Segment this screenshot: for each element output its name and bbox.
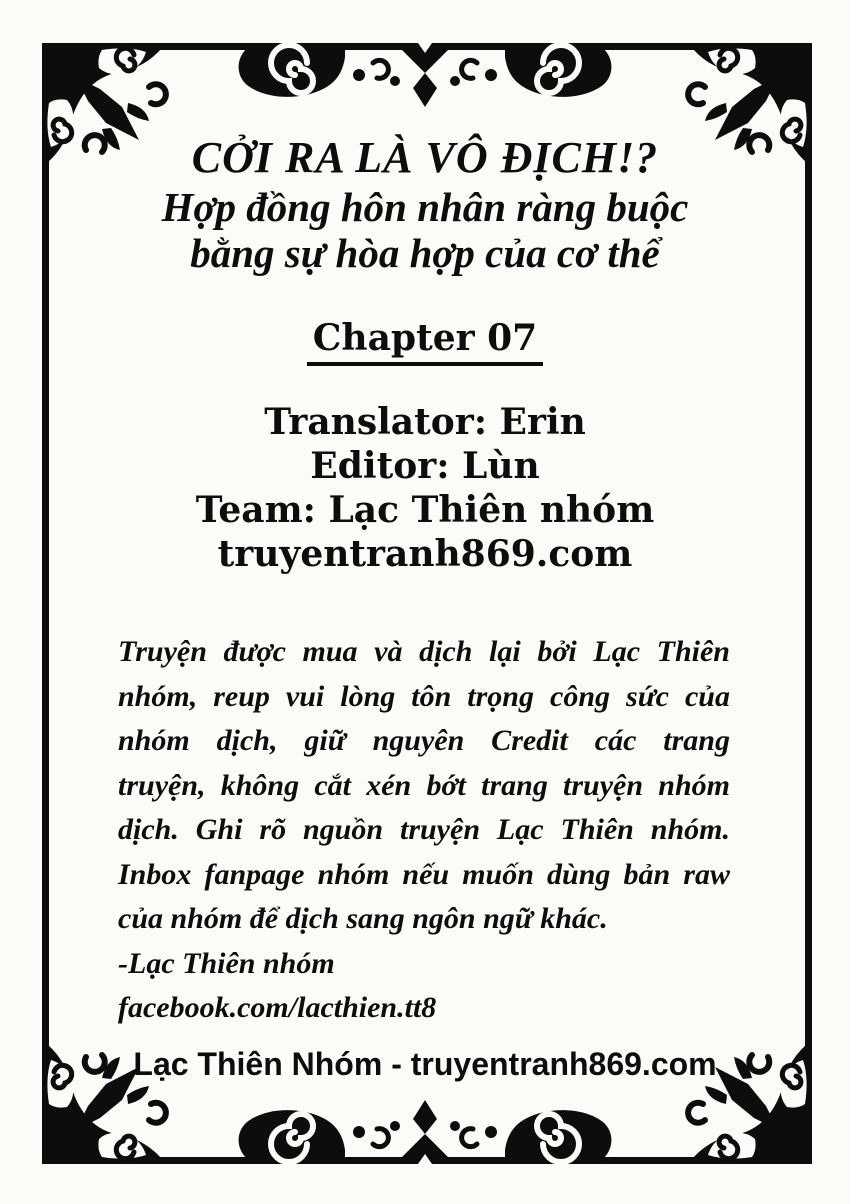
chapter-heading-wrap bbox=[0, 316, 850, 368]
notice-line: truyện, không cắt xén bớt trang truyện nhóm bbox=[118, 768, 730, 802]
series-subtitle-line2: bằng sự hòa hợp của cơ thể bbox=[190, 230, 660, 276]
notice-line: nhóm dịch, giữ nguyên Credit các trang bbox=[118, 724, 730, 757]
credit-translator: Translator: Erin bbox=[264, 401, 586, 443]
notice-line: Truyện được mua và dịch lại bởi Lạc Thiên bbox=[118, 635, 730, 668]
scroll-divider-icon bbox=[235, 1090, 615, 1164]
notice-line: nhóm, reup vui lòng tôn trọng công sức của bbox=[118, 679, 730, 713]
footer-banner: Lạc Thiên Nhóm - truyentranh869.com bbox=[133, 1045, 717, 1082]
notice-line: của nhóm để dịch sang ngôn ngữ khác. bbox=[118, 902, 608, 935]
notice-signature: -Lạc Thiên nhóm bbox=[118, 946, 335, 980]
credit-editor: Editor: Lùn bbox=[310, 445, 540, 487]
notice-line: dịch. Ghi rõ nguồn truyện Lạc Thiên nhóm. bbox=[118, 813, 730, 846]
credit-team: Team: Lạc Thiên nhóm bbox=[195, 489, 655, 531]
notice-paragraph bbox=[118, 630, 730, 1031]
credits-block bbox=[0, 400, 850, 576]
facebook-url: facebook.com/lacthien.tt8 bbox=[118, 991, 437, 1024]
chapter-heading: Chapter 07 bbox=[307, 316, 543, 366]
credit-website: truyentranh869.com bbox=[217, 533, 633, 575]
series-title: CỞI RA LÀ VÔ ĐỊCH!? bbox=[191, 133, 659, 182]
notice-line: Inbox fanpage nhóm nếu muốn dùng bản raw bbox=[118, 857, 730, 891]
series-subtitle-line1: Hợp đồng hôn nhân ràng buộc bbox=[161, 184, 689, 230]
